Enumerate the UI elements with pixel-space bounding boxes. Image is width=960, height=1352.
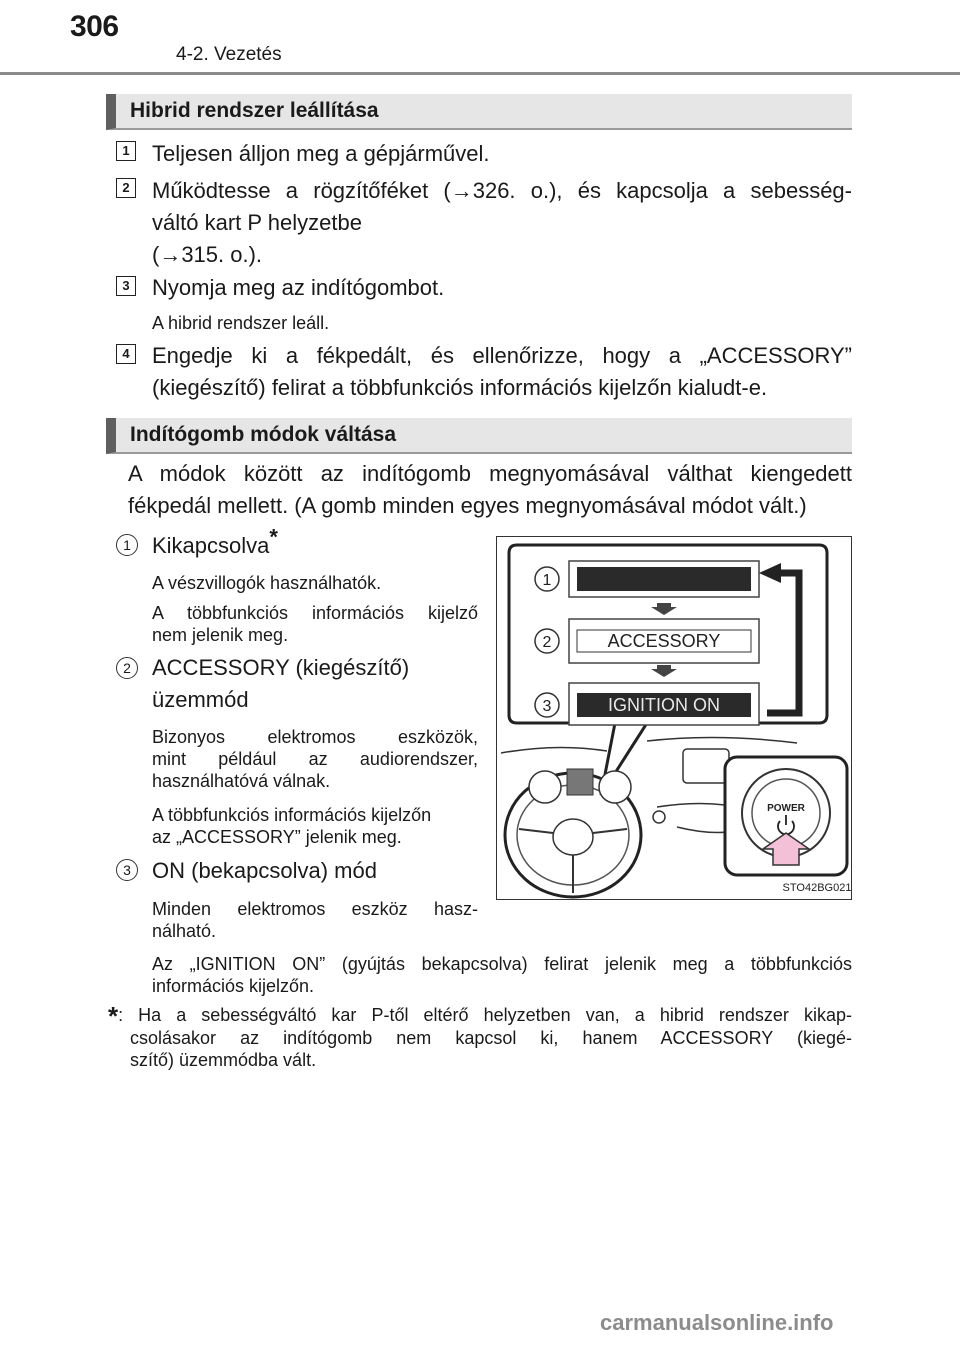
mode-3-extra bbox=[152, 953, 852, 997]
footnote bbox=[108, 1001, 852, 1071]
step-3-note: A hibrid rendszer leáll. bbox=[152, 313, 330, 333]
display-accessory-label: ACCESSORY bbox=[607, 631, 721, 651]
watermark: carmanualsonline.info bbox=[600, 1310, 834, 1335]
mode-1-asterisk: * bbox=[269, 524, 278, 550]
mode-1-title-text: Kikapcsolva bbox=[152, 533, 270, 558]
step-2-text bbox=[152, 175, 852, 271]
mode-1-note-1 bbox=[152, 572, 478, 594]
figure-circle-3-label: 3 bbox=[542, 698, 552, 715]
step-2-line-1: Működtesse a rögzítőféket (→326. o.), és kapcsolja a sebesség- bbox=[152, 178, 852, 203]
mode-1-note-1-line: A vészvillogók használhatók. bbox=[152, 573, 382, 593]
display-ignition-label: IGNITION ON bbox=[608, 695, 720, 715]
small-button bbox=[653, 811, 665, 823]
step-4-line-1: Engedje ki a fékpedált, és ellenőrizze, hogy a „ACCESSORY” bbox=[152, 343, 852, 368]
display-off-panel bbox=[577, 567, 751, 591]
mode-2-note-1-line-3: használhatóvá válnak. bbox=[152, 771, 331, 791]
step-3-line: Nyomja meg az indítógombot. bbox=[152, 275, 445, 300]
step-number-1: 1 bbox=[116, 141, 136, 161]
mode-3-note-1-line-2: nálható. bbox=[152, 921, 217, 941]
section-heading-stop-hybrid: Hibrid rendszer leállítása bbox=[106, 94, 852, 130]
mode-3-extra-line-1: Az „IGNITION ON” (gyújtás bekapcsolva) felirat jelenik meg a többfunkciós bbox=[152, 954, 852, 974]
modes-intro-line-1: A módok között az indítógomb megnyomásával válthat kiengedett bbox=[128, 461, 852, 486]
page-header bbox=[0, 0, 960, 70]
mode-1-note-2 bbox=[152, 602, 478, 646]
mode-2-note-1-line-1: Bizonyos elektromos eszközök, bbox=[152, 727, 478, 747]
gauge-left bbox=[529, 771, 561, 803]
mode-3-note-1-line-1: Minden elektromos eszköz hasz- bbox=[152, 899, 478, 919]
figure-code: STO42BG021 bbox=[782, 882, 852, 894]
power-button-mode-figure bbox=[496, 536, 852, 900]
mode-3-title: ON (bekapcsolva) mód bbox=[152, 858, 377, 883]
mode-2-note-2-line-1: A többfunkciós információs kijelzőn bbox=[152, 805, 432, 825]
step-number-4: 4 bbox=[116, 344, 136, 364]
step-1-text bbox=[152, 138, 852, 170]
section-heading-switch-modes: Indítógomb módok váltása bbox=[106, 418, 852, 454]
mode-2-note-2 bbox=[152, 804, 478, 848]
step-2-line-3: (→315. o.). bbox=[152, 242, 263, 267]
mode-2-title-line-1: ACCESSORY (kiegészítő) bbox=[152, 655, 410, 680]
mode-3-extra-line-2: információs kijelzőn. bbox=[152, 976, 315, 996]
footnote-line-3: szítő) üzemmódba vált. bbox=[130, 1050, 317, 1070]
mode-2-note-2-line-2: az „ACCESSORY” jelenik meg. bbox=[152, 827, 402, 847]
center-display bbox=[683, 749, 729, 783]
header-rule bbox=[0, 72, 960, 75]
step-number-3: 3 bbox=[116, 276, 136, 296]
modes-intro-line-2: fékpedál mellett. (A gomb minden egyes megnyomásával módot vált.) bbox=[128, 493, 807, 518]
mode-3-note-1 bbox=[152, 898, 478, 942]
footnote-line-1-text: : Ha a sebességváltó kar P-től eltérő helyzetben van, a hibrid rendszer kikap- bbox=[118, 1005, 852, 1025]
step-2-line-2: váltó kart P helyzetbe bbox=[152, 210, 362, 235]
step-1-line: Teljesen álljon meg a gépjárművel. bbox=[152, 141, 490, 166]
mode-2-note-1 bbox=[152, 726, 478, 792]
mode-number-1: 1 bbox=[116, 534, 138, 556]
figure-circle-2-label: 2 bbox=[542, 634, 552, 651]
modes-intro bbox=[128, 458, 852, 522]
mode-1-title bbox=[152, 524, 482, 562]
mode-1-note-2-line-1: A többfunkciós információs kijelző bbox=[152, 603, 478, 623]
figure-circle-1-label: 1 bbox=[542, 572, 552, 589]
footnote-line-2: csolásakor az indítógomb nem kapcsol ki, hanem ACCESSORY (kiegé- bbox=[130, 1028, 852, 1048]
chapter-title: 4-2. Vezetés bbox=[176, 44, 282, 65]
power-button-label: POWER bbox=[767, 803, 805, 814]
dashboard-line bbox=[647, 737, 797, 743]
step-4-text bbox=[152, 340, 852, 404]
mode-1-note-2-line-2: nem jelenik meg. bbox=[152, 625, 289, 645]
step-4-line-2: (kiegészítő) felirat a többfunkciós információs kijelzőn kialudt-e. bbox=[152, 375, 768, 400]
mode-2-title-line-2: üzemmód bbox=[152, 687, 249, 712]
footnote-line-1 bbox=[108, 1001, 852, 1031]
footnote-mark: * bbox=[108, 1001, 119, 1031]
mode-2-note-1-line-2: mint például az audiorendszer, bbox=[152, 749, 478, 769]
step-3-text bbox=[152, 272, 852, 304]
dashboard-line bbox=[501, 747, 607, 753]
figure-illustration bbox=[497, 537, 852, 900]
mode-number-2: 2 bbox=[116, 657, 138, 679]
step-number-2: 2 bbox=[116, 178, 136, 198]
page-number: 306 bbox=[70, 10, 119, 43]
gauge-right bbox=[599, 771, 631, 803]
mode-number-3: 3 bbox=[116, 859, 138, 881]
mode-2-title bbox=[152, 652, 482, 716]
steering-hub bbox=[553, 819, 593, 855]
multi-info-display bbox=[567, 769, 593, 795]
